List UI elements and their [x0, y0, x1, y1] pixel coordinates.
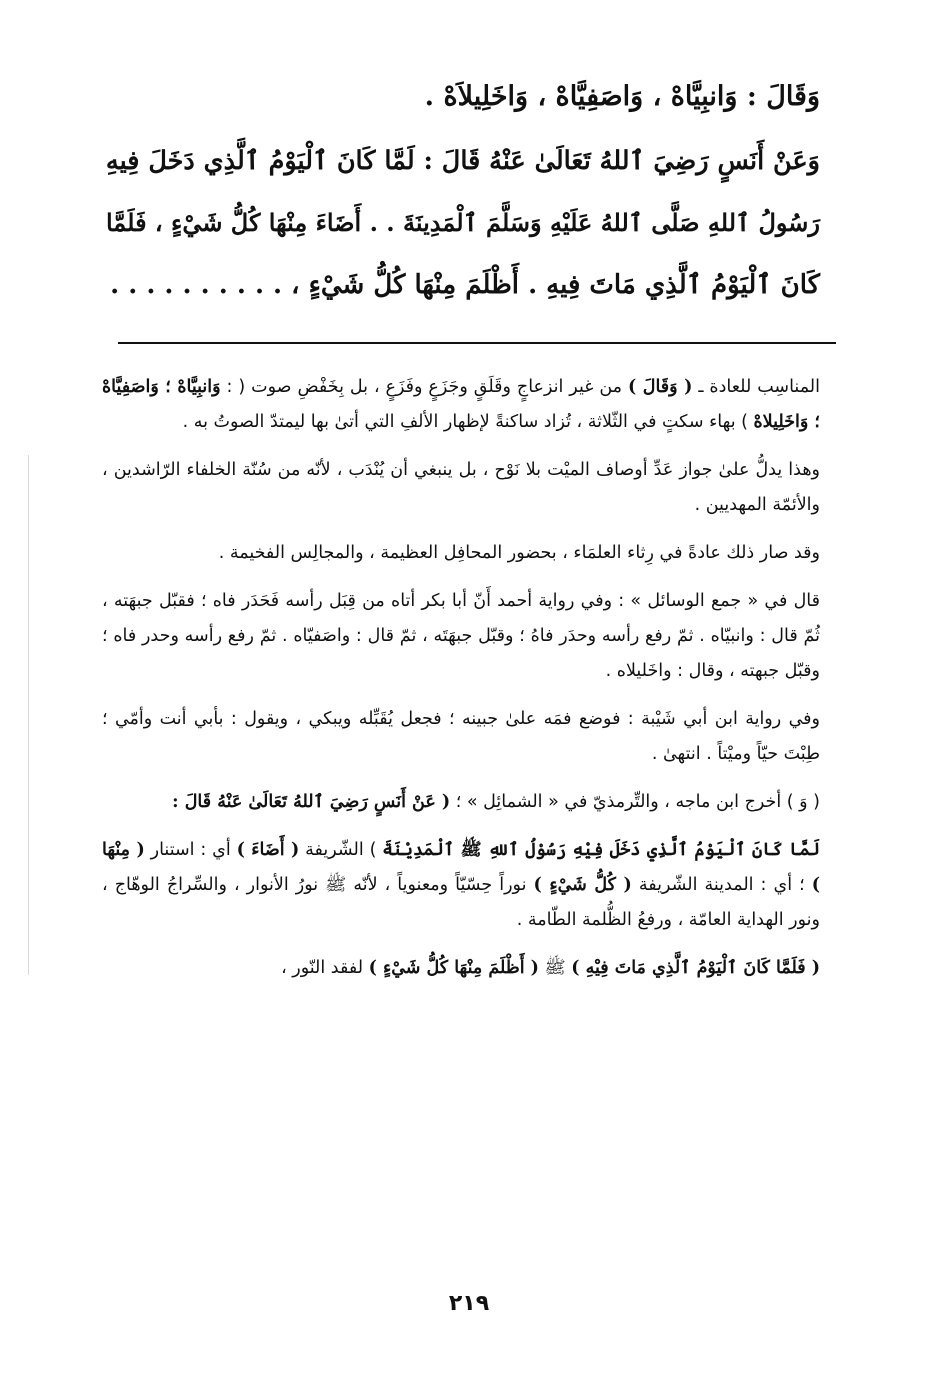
- p7-text-d: أي : استنار: [144, 840, 237, 860]
- p8-quoted-a: ( فَلَمَّا كَانَ ٱلْيَوْمُ ٱلَّذِي مَاتَ فِيْهِ ): [571, 958, 820, 978]
- p8-quoted-c: ( أَظْلَمَ مِنْهَا كُلُّ شَيْءٍ ): [368, 958, 539, 978]
- p1-text-c: من غير انزعاجٍ وقَلَقٍ وجَزَعٍ وفَزَعٍ ، بل بِخَفْضِ صوت ( :: [220, 377, 628, 397]
- p6-quoted-b: ( عَنْ أَنَسٍ رَضِيَ ٱللهُ تَعَالَىٰ عَنْهُ قَالَ :: [172, 792, 451, 812]
- p1-quoted-b: ( وَقَالَ ): [628, 377, 693, 397]
- page-edge-mark: [28, 455, 29, 975]
- p1-text-a: المناسِب للعادة ـ: [692, 377, 821, 397]
- p1-text-e: ) بهاء سكتٍ في الثّلاثة ، تُزاد ساكنةً لإظهار الألفِ التي أتىٰ بها ليمتدّ الصوتُ به .: [182, 412, 754, 432]
- commentary-paragraph-6: [102, 785, 820, 820]
- p7-text-b: ) الشّريفة: [299, 840, 383, 860]
- commentary-paragraph-5: وفي رواية ابن أبي شَيْبة : فوضع فمَه علىٰ جبينه ؛ فجعل يُقَبِّله ويبكي ، ويقول : بأبي أنت وأمّي ؛ طِبْتَ حيّاً وميْتاً . انتهىٰ .: [102, 709, 820, 764]
- p1-quoted-d: وَانبِيَّاهْ ؛ وَاصَفِيَّاهْ ؛ وَاخَلِيلاهْ: [102, 377, 820, 432]
- commentary-paragraph-2: وهذا يدلُّ علىٰ جواز عَدِّ أوصاف الميْت بلا نَوْح ، بل ينبغي أن يُنْدَب ، لأنّه من سُنّة الخلفاء الرّاشدين ، والأئمّة المهديين .: [102, 460, 820, 515]
- p6-text-a: ( وَ ) أخرج ابن ماجه ، والتِّرمذيّ في « الشمائِل » ؛: [450, 792, 820, 812]
- p7-text-f: ؛ أي : المدينة الشّريفة: [631, 875, 812, 895]
- commentary-paragraph-4: قال في « جمع الوسائل » : وفي رواية أحمد أَنّ أبا بكر أتاه من قِبَل رأسه فَحَدَر فاه ؛ فقبّل جبهَته ، ثُمّ قال : وانبيّاه . ثمّ رفع رأسه وحدَر فاهُ ؛ وقبّل جبهَتَه ، ثمّ قال : واصَفيّاه . ثمّ رفع رأسه وحدر فاه ؛ وقبّل جبهته ، وقال : واخَليلاه .: [102, 591, 820, 681]
- commentary-body: [102, 370, 820, 999]
- p7-text-h: نوراً حِسّيّاً ومعنوياً ، لأنّه ﷺ نورُ الأنوار ، والسِّراجُ الوهّاج ، ونور الهداية العامّة ، ورفعُ الظُّلمة الطّامة .: [102, 875, 820, 930]
- p7-quoted-a: لَمَّا كَانَ ٱلْيَوْمُ ٱلَّذِي دَخَلَ فِيْهِ رَسُوْلُ ٱللهِ ﷺ ٱلْمَدِيْنَةَ: [382, 840, 820, 860]
- p7-quoted-c: ( أَضَاءَ ): [236, 840, 300, 860]
- main-text-line-1: وَقَالَ : وَانبِيَّاهْ ، وَاصَفِيَّاهْ ، وَاخَلِيلاَهْ .: [424, 81, 820, 112]
- p8-text-d: لفقد النّور ،: [281, 958, 369, 978]
- commentary-paragraph-1: [102, 370, 820, 440]
- p8-text-b: ﷺ: [538, 958, 572, 978]
- page-number: ٢١٩: [448, 1291, 490, 1316]
- commentary-paragraph-8: [102, 951, 820, 986]
- commentary-paragraph-3: وقد صار ذلك عادةً في رِثاء العلمَاء ، بحضور المحافِل العظيمة ، والمجالِس الفخيمة .: [218, 543, 820, 563]
- main-text-line-4: كَانَ ٱلْيَوْمُ ٱلَّذِي مَاتَ فِيهِ . أَظْلَمَ مِنْهَا كُلُّ شَيْءٍ ، . . . . . . . . . .: [110, 270, 820, 300]
- main-text-line-2: وَعَنْ أَنَسٍ رَضِيَ ٱللهُ تَعَالَىٰ عَنْهُ قَالَ : لَمَّا كَانَ ٱلْيَوْمُ ٱلَّذِي دَخَلَ فِيهِ: [105, 146, 820, 176]
- p7-quoted-e: ( مِنْهَا ): [102, 840, 820, 895]
- section-divider: [118, 342, 836, 344]
- p7-quoted-g: ( كُلُّ شَيْءٍ ): [533, 875, 632, 895]
- main-text-line-3: رَسُولُ ٱللهِ صَلَّى ٱللهُ عَلَيْهِ وَسَلَّمَ ٱلْمَدِينَةَ . . أَضَاءَ مِنْهَا كُلُّ شَيْءٍ ، فَلَمَّا: [105, 208, 820, 237]
- commentary-paragraph-7: [102, 833, 820, 938]
